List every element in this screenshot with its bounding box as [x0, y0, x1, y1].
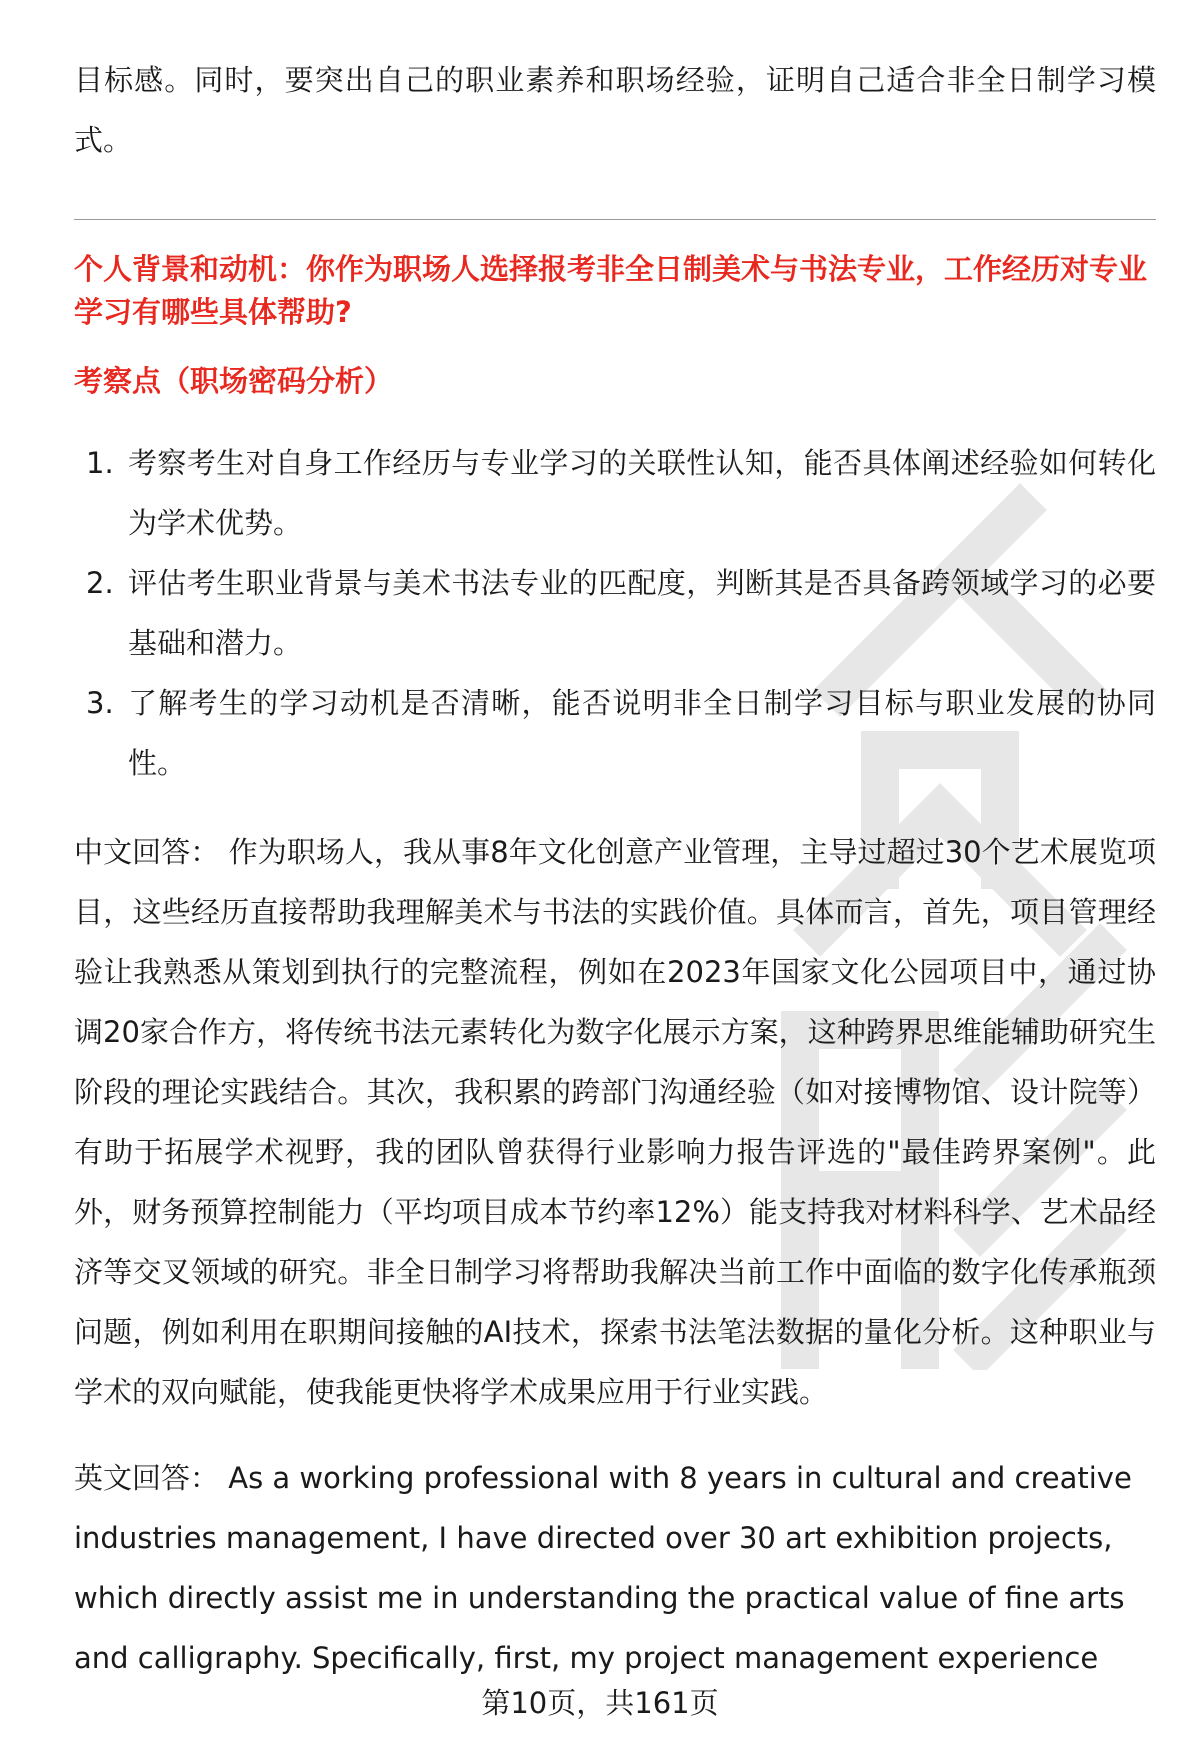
list-item	[74, 673, 1156, 793]
question-heading: 个人背景和动机：你作为职场人选择报考非全日制美术与书法专业，工作经历对专业学习有哪些具体帮助?	[74, 252, 1148, 329]
list-item-number: 3.	[86, 686, 114, 720]
list-item-text: 考察考生对自身工作经历与专业学习的关联性认知，能否具体阐述经验如何转化为学术优势。	[128, 446, 1156, 540]
intro-paragraph: 目标感。同时，要突出自己的职业素养和职场经验，证明自己适合非全日制学习模式。	[74, 63, 1156, 157]
page-number-footer: 第10页，共161页	[481, 1686, 719, 1720]
list-item-number: 1.	[86, 446, 114, 480]
document-page	[74, 0, 1156, 1755]
english-answer-text: As a working professional with 8 years in cultural and creative industries management, I have directed over 30 art exhibition projects, which directly assist me in understanding the practical value of fine arts and calligraphy. Specifically, first, my project management experience	[74, 1461, 1132, 1675]
analysis-heading: 考察点（职场密码分析）	[74, 364, 394, 398]
chinese-answer-paragraph	[74, 822, 1156, 1422]
analysis-points-list	[74, 433, 1156, 793]
list-item	[74, 433, 1156, 553]
english-answer-label: 英文回答：	[74, 1461, 220, 1495]
section-divider	[74, 219, 1156, 220]
list-item-text: 了解考生的学习动机是否清晰，能否说明非全日制学习目标与职业发展的协同性。	[128, 686, 1156, 780]
chinese-answer-text: 作为职场人，我从事8年文化创意产业管理，主导过超过30个艺术展览项目，这些经历直接帮助我理解美术与书法的实践价值。具体而言，首先，项目管理经验让我熟悉从策划到执行的完整流程，例如在2023年国家文化公园项目中，通过协调20家合作方，将传统书法元素转化为数字化展示方案，这种跨界思维能辅助研究生阶段的理论实践结合。其次，我积累的跨部门沟通经验（如对接博物馆、设计院等）有助于拓展学术视野，我的团队曾获得行业影响力报告评选的"最佳跨界案例"。此外，财务预算控制能力（平均项目成本节约率12%）能支持我对材料科学、艺术品经济等交叉领域的研究。非全日制学习将帮助我解决当前工作中面临的数字化传承瓶颈问题，例如利用在职期间接触的AI技术，探索书法笔法数据的量化分析。这种职业与学术的双向赋能，使我能更快将学术成果应用于行业实践。	[74, 835, 1156, 1409]
chinese-answer-label: 中文回答：	[74, 835, 220, 869]
list-item-number: 2.	[86, 566, 114, 600]
list-item-text: 评估考生职业背景与美术书法专业的匹配度，判断其是否具备跨领域学习的必要基础和潜力。	[128, 566, 1156, 660]
english-answer-paragraph	[74, 1448, 1156, 1688]
list-item	[74, 553, 1156, 673]
